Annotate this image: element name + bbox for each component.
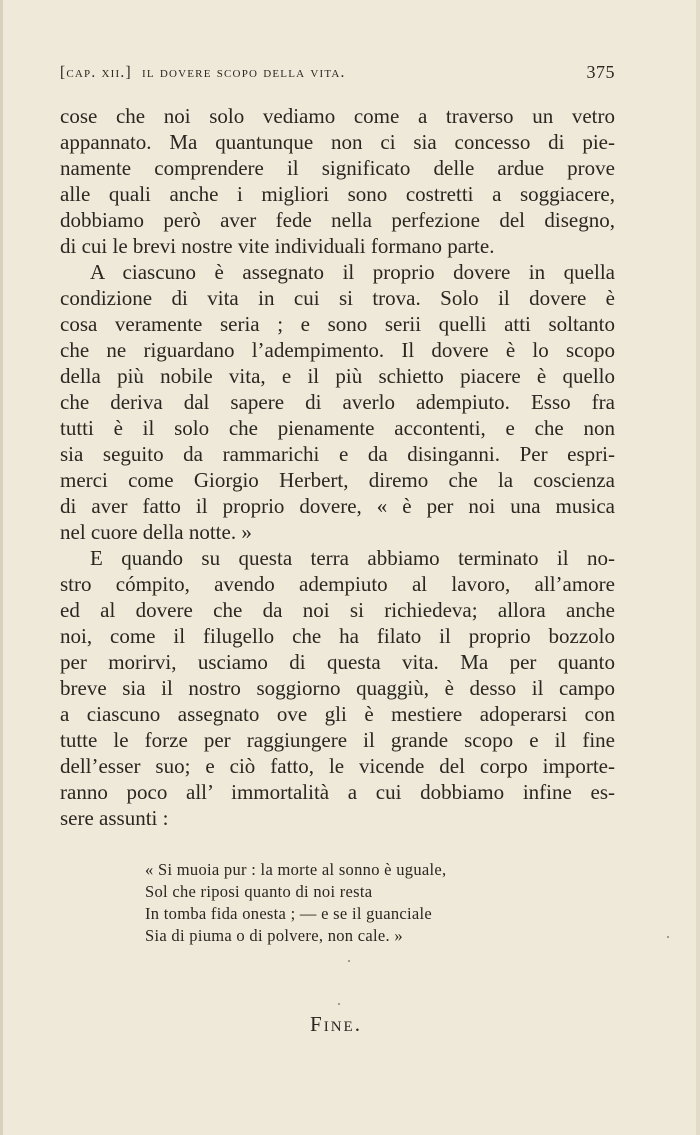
print-speck [338, 1003, 340, 1005]
text-line: a ciascuno assegnato ove gli è mestiere adoperarsi con [60, 702, 615, 726]
text-line: cose che noi solo vediamo come a traverso un vetro [60, 104, 615, 128]
text-line: tutte le forze per raggiungere il grande scopo e il fine [60, 728, 615, 752]
text-line: tutti è il solo che pienamente accontenti, e che non [60, 416, 615, 440]
text-line: noi, come il filugello che ha filato il proprio bozzolo [60, 624, 615, 648]
text-line: che ne riguardano l’adempimento. Il dovere è lo scopo [60, 338, 615, 362]
text-line: cosa veramente seria ; e sono serii quelli atti soltanto [60, 312, 615, 336]
text-line: ed al dovere che da noi si richiedeva; allora anche [60, 598, 615, 622]
verse-line: In tomba fida onesta ; — e se il guanciale [145, 904, 433, 923]
running-head: [cap. xii.] il dovere scopo della vita. [60, 64, 346, 81]
text-line: per morirvi, usciamo di questa vita. Ma per quanto [60, 650, 615, 674]
page-header [60, 62, 615, 88]
text-line: merci come Giorgio Herbert, diremo che la coscienza [60, 468, 615, 492]
text-line: dobbiamo però aver fede nella perfezione del disegno, [60, 208, 615, 232]
text-line: dell’esser suo; e ciò fatto, le vicende del corpo importe- [60, 754, 615, 778]
text-line: di cui le brevi nostre vite individuali formano parte. [60, 234, 495, 258]
text-line: breve sia il nostro soggiorno quaggiù, è desso il campo [60, 676, 615, 700]
verse-line: « Si muoia pur : la morte al sonno è uguale, [145, 860, 447, 879]
text-line: E quando su questa terra abbiamo terminato il no- [90, 546, 615, 570]
text-line: che deriva dal sapere di averlo adempiuto. Esso fra [60, 390, 615, 414]
text-line: A ciascuno è assegnato il proprio dovere in quella [90, 260, 615, 284]
page-right-edge [696, 0, 700, 1135]
text-line: ranno poco all’ immortalità a cui dobbiamo infine es- [60, 780, 615, 804]
verse-quotation [145, 859, 565, 947]
closing-fine: Fine. [310, 1012, 362, 1036]
text-line: condizione di vita in cui si trova. Solo il dovere è [60, 286, 615, 310]
text-line: nel cuore della notte. » [60, 520, 252, 544]
print-speck [667, 936, 669, 938]
text-line: di aver fatto il proprio dovere, « è per noi una musica [60, 494, 615, 518]
text-line: appannato. Ma quantunque non ci sia concesso di pie- [60, 130, 615, 154]
page-left-edge [0, 0, 3, 1135]
text-line: namente comprendere il significato delle ardue prove [60, 156, 615, 180]
body-text [60, 103, 615, 831]
text-line: alle quali anche i migliori sono costretti a soggiacere, [60, 182, 615, 206]
verse-line: Sia di piuma o di polvere, non cale. » [145, 926, 403, 945]
text-line: sia seguito da rammarichi e da disinganni. Per espri- [60, 442, 615, 466]
text-line: sere assunti : [60, 806, 169, 830]
print-speck [348, 960, 350, 962]
text-line: della più nobile vita, e il più schietto piacere è quello [60, 364, 615, 388]
page-number: 375 [586, 62, 615, 82]
text-line: stro cómpito, avendo adempiuto al lavoro, all’amore [60, 572, 615, 596]
verse-line: Sol che riposi quanto di noi resta [145, 882, 373, 901]
